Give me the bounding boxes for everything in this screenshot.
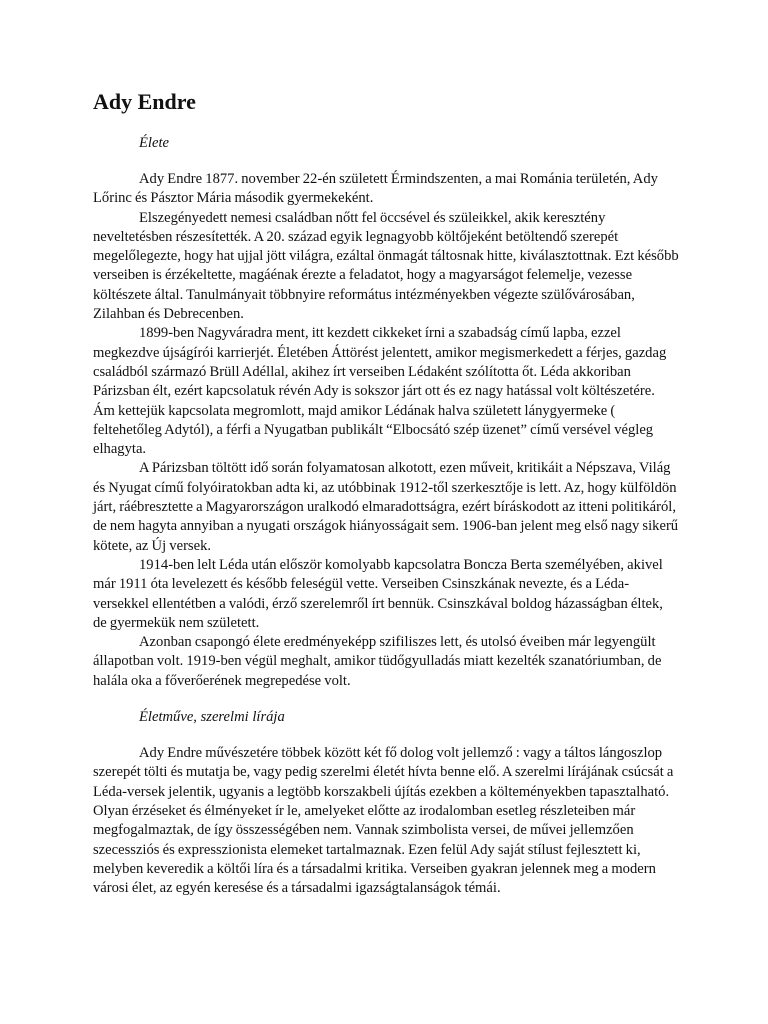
document-title: Ady Endre (93, 89, 196, 114)
paragraph: Azonban csapongó élete eredményeképp szifiliszes lett, és utolsó éveiben már legyengült állapotban volt. 1919-ben végül meghalt, amikor tüdőgyulladás miatt kezelték szanatóriumban, de halála oka a főverőerének megrepedése volt. (93, 634, 662, 689)
paragraph: Ady Endre 1877. november 22-én született Érmindszenten, a mai Románia területén, Ady Lőrinc és Pásztor Mária második gyermekeként. (93, 171, 658, 207)
section-heading-elete: Élete (139, 135, 169, 151)
paragraph: Elszegényedett nemesi családban nőtt fel öccsével és szüleikkel, akik keresztény neveltetésben részesítették. A 20. század egyik legnagyobb költőjeként betöltendő szerepét megelőlegezte, hogy hat ujjal jött világra, ezáltal önmagát táltosnak hitte, kiválasztottnak. Ezt később verseiben is érzékeltette, magáénak érezte a feladatot, hogy a magyarságot felemelje, vezesse költészete által. Tanulmányait többnyire református intézményekben végezte szülővárosában, Zilahban és Debrecenben. (93, 209, 679, 323)
document-page (93, 88, 679, 898)
paragraph: 1899-ben Nagyváradra ment, itt kezdett cikkeket írni a szabadság című lapba, ezzel megkezdve újságírói karrierjét. Életében Áttörést jelentett, amikor megismerkedett a férjes, gazdag családból származó Brüll Adéllal, akihez írt verseiben Lédaként szólította őt. Léda akkoriban Párizsban élt, ezért kapcsolatuk révén Ady is sokszor járt ott és ez nagy hatással volt költészetére. Ám kettejük kapcsolata megromlott, majd amikor Lédának halva született lánygyermeke ( feltehetőleg Adytól), a férfi a Nyugatban publikált “Elbocsátó szép üzenet” című versével végleg elhagyta. (93, 325, 667, 458)
paragraph: A Párizsban töltött idő során folyamatosan alkotott, ezen műveit, kritikáit a Népszava, Világ és Nyugat című folyóiratokban adta ki, az utóbbinak 1912-től szerkesztője is lett. Az, hogy külföldön járt, ráébresztette a Magyarországon uralkodó elmaradottságra, ezért bíráskodott az itteni politikáról, de nem hagyta annyiban a nyugati országok hiányosságait sem. 1906-ban jelent meg első nagy sikerű kötete, az Új versek. (93, 460, 679, 554)
paragraph: Ady Endre művészetére többek között két fő dolog volt jellemző : vagy a táltos lángoszlop szerepét tölti és mutatja be, vagy pedig szerelmi életét hívta benne elő. A szerelmi lírájának csúcsát a Léda-versek jelentik, ugyanis a legtöbb korszakbeli újítás ezekben a költeményekben tapasztalható. Olyan érzéseket és élményeket ír le, amelyeket előtte az irodalomban esetleg részleteiben már megfogalmaztak, de így összességében nem. Vannak szimbolista versei, de művei jellemzően szecessziós és expresszionista elemeket tartalmaznak. Ezen felül Ady saját stílust fejlesztett ki, melyben keveredik a költői líra és a társadalmi kritika. Verseiben gyakran jelennek meg a modern városi élet, az egyén keresése és a társadalmi igazságtalanságok témái. (93, 745, 674, 897)
paragraph: 1914-ben lelt Léda után először komolyabb kapcsolatra Boncza Berta személyében, akivel már 1911 óta levelezett és később feleségül vette. Verseiben Csinszkának nevezte, és a Léda-versekkel ellentétben a valódi, érző szerelemről írt bennük. Csinszkával boldog házasságban éltek, de gyermekük nem született. (93, 556, 663, 631)
section-heading-eletmuve: Életműve, szerelmi lírája (139, 709, 285, 726)
